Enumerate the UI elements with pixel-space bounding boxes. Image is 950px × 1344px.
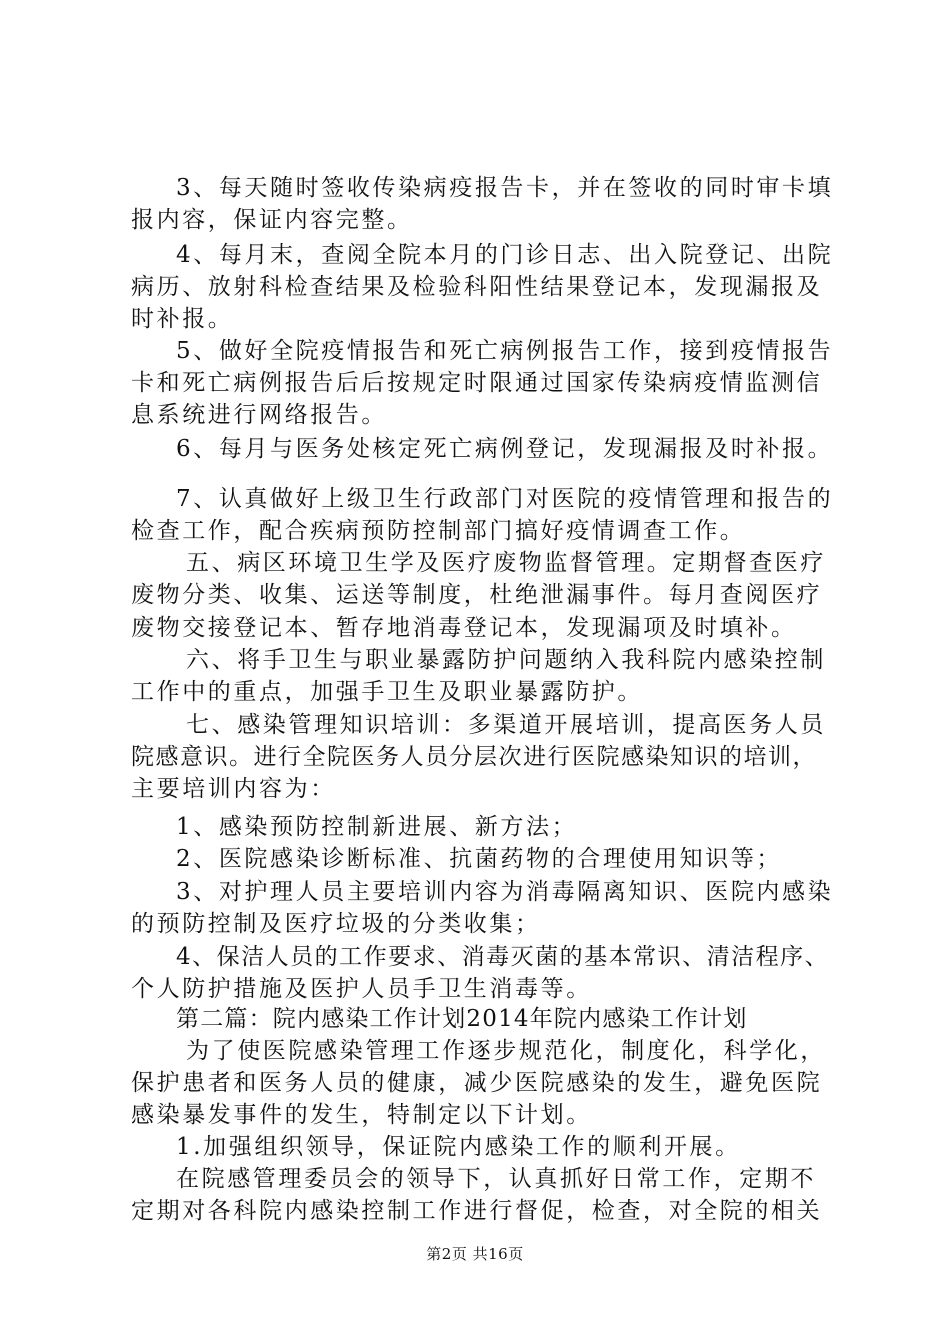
- text-line: 3、每天随时签收传染病疫报告卡，并在签收的同时审卡填: [176, 175, 834, 201]
- text-line: 在院感管理委员会的领导下，认真抓好日常工作，定期不: [176, 1166, 816, 1192]
- text-line: 为了使医院感染管理工作逐步规范化，制度化，科学化，: [186, 1038, 826, 1064]
- text-line: 废物分类、收集、运送等制度，杜绝泄漏事件。每月查阅医疗: [131, 582, 823, 608]
- text-line: 时补报。: [131, 306, 234, 332]
- text-line: 院感意识。进行全院医务人员分层次进行医院感染知识的培训，: [131, 744, 817, 770]
- page-footer: 第2页 共16页: [426, 1245, 524, 1263]
- text-line: 六、将手卫生与职业暴露防护问题纳入我科院内感染控制: [186, 647, 826, 673]
- text-line: 七、感染管理知识培训：多渠道开展培训，提高医务人员: [186, 712, 826, 738]
- text-line: 1.加强组织领导，保证院内感染工作的顺利开展。: [176, 1134, 741, 1160]
- text-line: 2、医院感染诊断标准、抗菌药物的合理使用知识等；: [176, 846, 783, 872]
- text-line: 定期对各科院内感染控制工作进行督促，检查，对全院的相关: [131, 1198, 823, 1224]
- text-line: 病历、放射科检查结果及检验科阳性结果登记本，发现漏报及: [131, 274, 823, 300]
- text-line: 保护患者和医务人员的健康，减少医院感染的发生，避免医院: [131, 1070, 823, 1096]
- text-line: 五、病区环境卫生学及医疗废物监督管理。定期督查医疗: [186, 550, 826, 576]
- text-line: 报内容，保证内容完整。: [131, 207, 413, 233]
- text-line: 4、每月末，查阅全院本月的门诊日志、出入院登记、出院: [176, 242, 834, 268]
- text-line: 废物交接登记本、暂存地消毒登记本，发现漏项及时填补。: [131, 615, 797, 641]
- text-line: 的预防控制及医疗垃圾的分类收集；: [131, 911, 541, 937]
- text-line: 个人防护措施及医护人员手卫生消毒等。: [131, 976, 592, 1002]
- text-line: 4、保洁人员的工作要求、消毒灭菌的基本常识、清洁程序、: [176, 944, 830, 970]
- text-line: 检查工作，配合疾病预防控制部门搞好疫情调查工作。: [131, 518, 746, 544]
- text-line: 感染暴发事件的发生，特制定以下计划。: [131, 1102, 592, 1128]
- text-line: 卡和死亡病例报告后后按规定时限通过国家传染病疫情监测信: [131, 370, 823, 396]
- text-line: 7、认真做好上级卫生行政部门对医院的疫情管理和报告的: [176, 486, 834, 512]
- text-line: 息系统进行网络报告。: [131, 402, 387, 428]
- section-heading: 第二篇：院内感染工作计划2014年院内感染工作计划: [176, 1006, 748, 1032]
- text-line: 6、每月与医务处核定死亡病例登记，发现漏报及时补报。: [176, 436, 834, 462]
- text-line: 工作中的重点，加强手卫生及职业暴露防护。: [131, 679, 643, 705]
- text-line: 3、对护理人员主要培训内容为消毒隔离知识、医院内感染: [176, 879, 834, 905]
- text-line: 5、做好全院疫情报告和死亡病例报告工作，接到疫情报告: [176, 338, 834, 364]
- text-line: 主要培训内容为：: [131, 776, 336, 802]
- text-line: 1、感染预防控制新进展、新方法；: [176, 814, 578, 840]
